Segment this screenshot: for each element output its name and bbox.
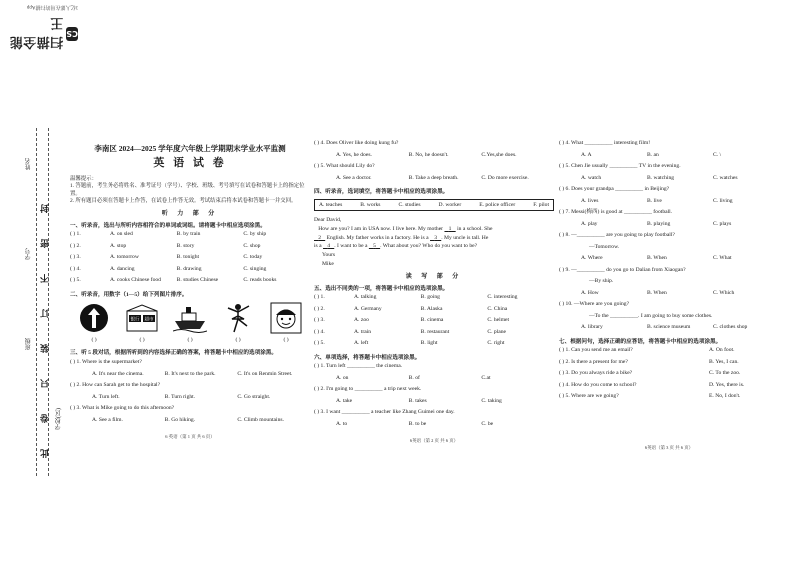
question-3-heading: 三、听 5 段对话，根据所听到的内容选择正确的答案，将答题卡中相应的选项涂黑。 — [70, 350, 277, 357]
page-footer: 6 英语（第 1 页 共 6 页） — [165, 434, 215, 440]
cs-logo-icon: CS — [66, 27, 78, 41]
word-option: C. studies — [398, 201, 421, 208]
straight-arrow-sign-icon — [77, 301, 111, 335]
binding-strip — [14, 128, 64, 476]
exam-subject: 英 语 试 卷 — [153, 157, 227, 169]
question-reply: —By ship. — [589, 278, 614, 284]
answer-bracket: ( ) — [91, 337, 97, 344]
question-stem: ( ) 5. What should Lily do? — [314, 163, 375, 169]
question-reply: —Tomorrow. — [589, 243, 620, 250]
match-row: ( ) 2. Is there a present for me? B. Yes, I can. — [559, 358, 739, 365]
word-option: A. teaches — [319, 201, 343, 208]
pilot-icon — [269, 301, 303, 335]
question-stem: ( ) 3. What is Mike going to do this afternoon? — [70, 405, 175, 412]
answer-bracket: ( ) — [283, 337, 289, 344]
question-stem: ( ) 6. Does your grandpa __________ in Beijing? — [559, 186, 670, 192]
question-options: A. to B. to be C. be — [336, 420, 494, 427]
bank-label: 银行 — [130, 317, 140, 323]
question-options: A. watch B. watching C. watches — [581, 174, 738, 181]
question-row: ( ) 5. A. cooks Chinese food B. studies Chinese C. reads books — [70, 277, 277, 284]
question-row: ( ) 1. A. talking B. going C. interesting — [314, 294, 518, 301]
question-row: ( ) 3. A. tomorrow B. tonight C. today — [70, 254, 263, 261]
page-footer: 6英语（第 3 页 共 6 页） — [644, 444, 694, 450]
letter-line: 2 English. My father works in a factory. He is a 3 . My uncle is tall. He — [318, 234, 489, 241]
watermark-name: 扫描全能王 — [9, 15, 64, 49]
bank-supermarket-icon — [125, 301, 159, 335]
answer-bracket: ( ) — [235, 337, 241, 344]
question-6-continued — [559, 140, 779, 336]
question-stem: ( ) 9. —__________ do you go to Dalian from Xiaogan? — [559, 266, 686, 273]
word-option: D. worker — [438, 201, 462, 208]
watermark-slogan: 3亿人都在用的扫描App — [26, 4, 78, 9]
page-column-3 — [559, 128, 779, 450]
question-options: A. Turn left. B. Turn right. C. Go straight. — [92, 393, 271, 400]
question-options: A. See a film. B. Go hiking. C. Climb mountains. — [92, 416, 284, 423]
question-row: ( ) 1. A. on sled B. by train C. by ship — [70, 231, 267, 238]
question-stem: ( ) 1. Where is the supermarket? — [70, 359, 142, 366]
notice-2: 2. 所有题目必须在答题卡上作答，在试卷上作答无效。考试结束后将本试卷和答题卡一并交回。 — [70, 198, 297, 205]
field-class: 班级 — [26, 338, 32, 350]
answer-bracket: ( ) — [187, 337, 193, 344]
question-options: A. How B. When C. Which — [581, 289, 735, 296]
question-5-list — [314, 294, 554, 352]
match-row: ( ) 4. How do you come to school? D. Yes, there is. — [559, 381, 745, 388]
word-bank — [314, 199, 554, 212]
question-stem: ( ) 10. —Where are you going? — [559, 301, 630, 307]
question-3-list — [70, 359, 310, 428]
exam-title: 李南区 2024—2025 学年度六年级上学期期末学业水平监测 — [94, 144, 286, 153]
letter-line: How are you? I am in USA now. I live here. My mother 1 in a school. She — [318, 226, 493, 233]
letter-line: is a 4 . I want to be a 5 . What about you? Who do you want to be? — [314, 243, 478, 250]
picture-row — [70, 301, 310, 335]
question-options: A. on B. of C.at — [336, 374, 491, 381]
scanner-watermark — [8, 4, 78, 49]
question-row: ( ) 4. A. train B. restaurant C. plane — [314, 328, 506, 335]
answer-bracket: ( ) — [139, 337, 145, 344]
letter-signature: Mike — [322, 260, 334, 267]
ballet-dancer-icon — [221, 301, 255, 335]
question-options: A. lives B. live C. living — [581, 197, 733, 204]
question-row: ( ) 2. A. stop B. story C. shop — [70, 242, 261, 249]
question-options: A. take B. takes C. taking — [336, 397, 502, 404]
question-options: A. See a doctor. B. Take a deep breath. C. Do more exercise. — [336, 174, 529, 181]
field-school: 学校(区) — [56, 408, 62, 430]
question-stem: ( ) 2. How can Sarah get to the hospital? — [70, 382, 161, 389]
question-options: A. Where B. When C. What — [581, 255, 732, 261]
letter — [314, 216, 554, 268]
question-options: A. A B. an C. \ — [581, 151, 722, 158]
picture-brackets — [70, 337, 310, 347]
question-row: ( ) 3. A. zoo B. cinema C. helmet — [314, 317, 510, 324]
question-stem: ( ) 8. —__________ are you going to play football? — [559, 232, 675, 238]
match-row: ( ) 3. Do you always ride a bike? C. To the zoo. — [559, 370, 741, 377]
letter-closing: Yours — [322, 252, 336, 259]
field-id: 学号 — [26, 248, 32, 260]
page-footer: 6英语（第 2 页 共 6 页） — [409, 438, 459, 444]
word-option: B. works — [360, 201, 381, 208]
question-7-list — [559, 347, 779, 405]
question-stem: ( ) 4. What __________ interesting film! — [559, 140, 651, 146]
question-row: ( ) 2. A. Germany B. Alaska C. China — [314, 305, 508, 312]
question-5-heading: 五、选出不同类的一项，将答题卡中相应的选项涂黑。 — [314, 285, 449, 292]
notice-title: 温馨提示： — [70, 176, 97, 183]
question-1-heading: 一、听录音，选出与所听内容相符合的单词或词组。请将题卡中相应选项涂黑。 — [70, 222, 266, 229]
supermarket-label: 超市 — [144, 317, 154, 323]
question-2-heading: 二、听录音，用数字（1—5）给下列图片排序。 — [70, 291, 188, 298]
word-option: F. pilot — [533, 201, 549, 208]
binding-warning: 此卷只装订不密封 — [40, 178, 50, 458]
question-options: A. It's near the cinema. B. It's next to the park. C. It's on Renmin Street. — [92, 370, 293, 377]
question-reply: —To the __________. I am going to buy some clothes. — [589, 312, 713, 319]
question-stem: ( ) 2. I'm going to __________ a trip next week. — [314, 386, 422, 393]
binding-line — [36, 128, 37, 476]
question-7-heading: 七、根据问句，选择正确的应答语，将答题卡中相应的选项涂黑。 — [559, 338, 722, 345]
question-stem: ( ) 1. Turn left __________ the cinema. — [314, 363, 403, 370]
word-option: E. police officer — [479, 201, 516, 208]
ship-icon — [173, 301, 207, 335]
section-title-reading-writing: 读 写 部 分 — [405, 274, 463, 281]
question-row: ( ) 5. A. left B. light C. right — [314, 340, 505, 347]
exam-sheet — [14, 128, 780, 476]
page-column-1 — [70, 128, 310, 440]
question-row: ( ) 4. A. dancing B. drawing C. singing — [70, 265, 267, 272]
question-1-list — [70, 231, 310, 289]
page-column-2 — [314, 128, 554, 444]
question-options: A. play B. playing C. plays — [581, 220, 732, 227]
field-name: 姓名 — [26, 158, 32, 170]
question-6-heading: 六、单项选择，将答题卡中相应选项涂黑。 — [314, 354, 421, 361]
question-stem: ( ) 4. Does Oliver like doing kung fu? — [314, 140, 399, 146]
question-stem: ( ) 5. Chen Jie usually __________ TV in the evening. — [559, 163, 681, 169]
notice-1: 1. 答题前，考生务必将姓名、准考证号（学号）、学校、班级、考号填写在试卷和答题卡上的指定位置。 — [70, 183, 305, 197]
letter-greeting: Dear David, — [314, 217, 342, 224]
section-title-listening: 听 力 部 分 — [161, 211, 219, 218]
question-stem: ( ) 7. Messi(梅西) is good at __________ football. — [559, 209, 673, 215]
question-6-list — [314, 363, 554, 432]
match-row: ( ) 1. Can you send me an email? A. On foot. — [559, 347, 735, 354]
match-row: ( ) 5. Where are we going? E. No, I don't. — [559, 393, 741, 400]
question-options: A. Yes, he does. B. No, he doesn't. C.Yes,she does. — [336, 151, 517, 158]
question-options: A. library B. science museum C. clothes shop — [581, 324, 748, 330]
question-stem: ( ) 3. I want __________ a teacher like Zhang Guimei one day. — [314, 409, 455, 416]
question-4-heading: 四、听录音，选词填空，将答题卡中相应的选项涂黑。 — [314, 189, 449, 195]
